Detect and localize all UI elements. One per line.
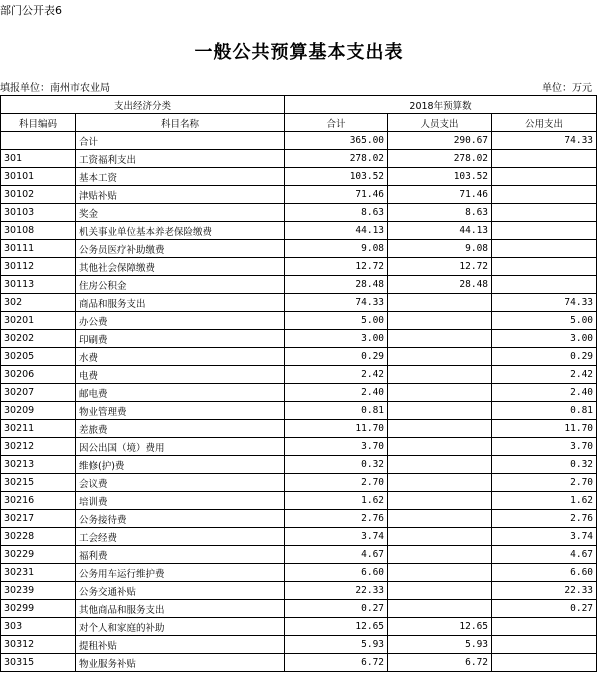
cell-public: 2.42 xyxy=(492,366,597,384)
table-row xyxy=(1,402,597,420)
cell-name: 物业服务补贴 xyxy=(76,654,285,672)
cell-name: 物业管理费 xyxy=(76,402,285,420)
cell-name: 电费 xyxy=(76,366,285,384)
cell-code: 30228 xyxy=(1,528,76,546)
cell-public xyxy=(492,240,597,258)
cell-personnel xyxy=(388,348,492,366)
group-header-row xyxy=(1,96,597,114)
column-header-public: 公用支出 xyxy=(492,114,597,132)
cell-personnel: 71.46 xyxy=(388,186,492,204)
cell-total: 278.02 xyxy=(285,150,388,168)
cell-name: 对个人和家庭的补助 xyxy=(76,618,285,636)
cell-name: 公务交通补贴 xyxy=(76,582,285,600)
cell-name: 印刷费 xyxy=(76,330,285,348)
cell-public: 4.67 xyxy=(492,546,597,564)
cell-personnel xyxy=(388,492,492,510)
cell-total: 365.00 xyxy=(285,132,388,150)
cell-total: 0.29 xyxy=(285,348,388,366)
table-row xyxy=(1,456,597,474)
table-row xyxy=(1,294,597,312)
currency-unit: 单位：万元 xyxy=(542,83,592,94)
table-row xyxy=(1,366,597,384)
cell-name: 培训费 xyxy=(76,492,285,510)
cell-personnel xyxy=(388,456,492,474)
cell-total: 71.46 xyxy=(285,186,388,204)
cell-code: 30299 xyxy=(1,600,76,618)
cell-code: 30312 xyxy=(1,636,76,654)
cell-total: 3.74 xyxy=(285,528,388,546)
cell-personnel xyxy=(388,438,492,456)
table-row xyxy=(1,510,597,528)
cell-personnel: 44.13 xyxy=(388,222,492,240)
cell-name: 机关事业单位基本养老保险缴费 xyxy=(76,222,285,240)
cell-name: 差旅费 xyxy=(76,420,285,438)
cell-code: 30206 xyxy=(1,366,76,384)
cell-name: 公务用车运行维护费 xyxy=(76,564,285,582)
cell-personnel xyxy=(388,420,492,438)
cell-code: 30217 xyxy=(1,510,76,528)
cell-personnel: 28.48 xyxy=(388,276,492,294)
category-group-header: 支出经济分类 xyxy=(1,96,285,114)
cell-public xyxy=(492,258,597,276)
table-row xyxy=(1,186,597,204)
cell-public: 74.33 xyxy=(492,132,597,150)
cell-public: 11.70 xyxy=(492,420,597,438)
cell-total: 11.70 xyxy=(285,420,388,438)
cell-personnel xyxy=(388,600,492,618)
cell-code: 30209 xyxy=(1,402,76,420)
column-header-personnel: 人员支出 xyxy=(388,114,492,132)
table-row xyxy=(1,528,597,546)
document-label: 部门公开表6 xyxy=(0,4,62,17)
cell-code: 30239 xyxy=(1,582,76,600)
cell-code: 30113 xyxy=(1,276,76,294)
cell-total: 12.72 xyxy=(285,258,388,276)
cell-code: 30231 xyxy=(1,564,76,582)
cell-code: 30201 xyxy=(1,312,76,330)
cell-personnel xyxy=(388,294,492,312)
cell-personnel: 12.65 xyxy=(388,618,492,636)
cell-public: 2.40 xyxy=(492,384,597,402)
column-header-code: 科目编码 xyxy=(1,114,76,132)
cell-total: 3.70 xyxy=(285,438,388,456)
cell-personnel: 5.93 xyxy=(388,636,492,654)
cell-public: 0.32 xyxy=(492,456,597,474)
column-header-row xyxy=(1,114,597,132)
cell-name: 其他商品和服务支出 xyxy=(76,600,285,618)
cell-code: 30207 xyxy=(1,384,76,402)
cell-code: 302 xyxy=(1,294,76,312)
cell-name: 因公出国（境）费用 xyxy=(76,438,285,456)
cell-public xyxy=(492,204,597,222)
cell-total: 103.52 xyxy=(285,168,388,186)
cell-public xyxy=(492,636,597,654)
cell-personnel: 9.08 xyxy=(388,240,492,258)
cell-total: 0.32 xyxy=(285,456,388,474)
cell-personnel xyxy=(388,312,492,330)
table-row xyxy=(1,474,597,492)
table-row xyxy=(1,438,597,456)
table-row xyxy=(1,564,597,582)
cell-personnel xyxy=(388,366,492,384)
cell-personnel: 8.63 xyxy=(388,204,492,222)
table-row xyxy=(1,348,597,366)
cell-public: 3.74 xyxy=(492,528,597,546)
cell-total: 74.33 xyxy=(285,294,388,312)
cell-name: 福利费 xyxy=(76,546,285,564)
table-row xyxy=(1,312,597,330)
cell-name: 邮电费 xyxy=(76,384,285,402)
cell-code: 301 xyxy=(1,150,76,168)
cell-public: 2.76 xyxy=(492,510,597,528)
cell-code: 30108 xyxy=(1,222,76,240)
cell-code: 30111 xyxy=(1,240,76,258)
cell-code: 30205 xyxy=(1,348,76,366)
cell-code xyxy=(1,132,76,150)
cell-public: 0.81 xyxy=(492,402,597,420)
budget-table xyxy=(0,95,597,672)
cell-total: 6.72 xyxy=(285,654,388,672)
table-row xyxy=(1,618,597,636)
cell-personnel xyxy=(388,582,492,600)
cell-personnel xyxy=(388,474,492,492)
cell-code: 30215 xyxy=(1,474,76,492)
cell-code: 30212 xyxy=(1,438,76,456)
cell-code: 30315 xyxy=(1,654,76,672)
cell-total: 44.13 xyxy=(285,222,388,240)
cell-personnel: 278.02 xyxy=(388,150,492,168)
cell-public xyxy=(492,276,597,294)
cell-code: 30211 xyxy=(1,420,76,438)
table-row xyxy=(1,276,597,294)
cell-total: 4.67 xyxy=(285,546,388,564)
cell-code: 30202 xyxy=(1,330,76,348)
cell-name: 办公费 xyxy=(76,312,285,330)
table-row xyxy=(1,150,597,168)
cell-public: 74.33 xyxy=(492,294,597,312)
column-header-total: 合计 xyxy=(285,114,388,132)
cell-personnel xyxy=(388,510,492,528)
cell-public xyxy=(492,168,597,186)
cell-name: 基本工资 xyxy=(76,168,285,186)
cell-public xyxy=(492,618,597,636)
page-title: 一般公共预算基本支出表 xyxy=(194,42,404,63)
cell-public: 3.70 xyxy=(492,438,597,456)
cell-public: 22.33 xyxy=(492,582,597,600)
table-row xyxy=(1,258,597,276)
cell-personnel xyxy=(388,384,492,402)
cell-personnel xyxy=(388,564,492,582)
cell-total: 0.27 xyxy=(285,600,388,618)
table-row xyxy=(1,582,597,600)
cell-name: 合计 xyxy=(76,132,285,150)
cell-total: 2.70 xyxy=(285,474,388,492)
cell-public: 0.27 xyxy=(492,600,597,618)
cell-personnel xyxy=(388,330,492,348)
cell-personnel xyxy=(388,546,492,564)
cell-public: 2.70 xyxy=(492,474,597,492)
table-row xyxy=(1,420,597,438)
cell-name: 维修(护)费 xyxy=(76,456,285,474)
cell-name: 奖金 xyxy=(76,204,285,222)
cell-total: 5.00 xyxy=(285,312,388,330)
cell-name: 公务员医疗补助缴费 xyxy=(76,240,285,258)
reporting-unit: 填报单位：南州市农业局 xyxy=(0,83,110,94)
cell-code: 303 xyxy=(1,618,76,636)
budget-group-header: 2018年预算数 xyxy=(285,96,597,114)
cell-total: 6.60 xyxy=(285,564,388,582)
cell-personnel: 103.52 xyxy=(388,168,492,186)
cell-name: 公务接待费 xyxy=(76,510,285,528)
table-row xyxy=(1,132,597,150)
cell-total: 8.63 xyxy=(285,204,388,222)
table-body xyxy=(1,132,597,672)
cell-total: 2.76 xyxy=(285,510,388,528)
cell-total: 2.40 xyxy=(285,384,388,402)
cell-personnel: 12.72 xyxy=(388,258,492,276)
table-row xyxy=(1,222,597,240)
cell-total: 3.00 xyxy=(285,330,388,348)
cell-total: 12.65 xyxy=(285,618,388,636)
table-row xyxy=(1,600,597,618)
table-row xyxy=(1,204,597,222)
cell-total: 9.08 xyxy=(285,240,388,258)
cell-personnel: 6.72 xyxy=(388,654,492,672)
cell-personnel xyxy=(388,528,492,546)
table-row xyxy=(1,168,597,186)
cell-code: 30103 xyxy=(1,204,76,222)
cell-public xyxy=(492,654,597,672)
cell-public: 6.60 xyxy=(492,564,597,582)
cell-public xyxy=(492,150,597,168)
cell-personnel xyxy=(388,402,492,420)
cell-public: 3.00 xyxy=(492,330,597,348)
cell-name: 工会经费 xyxy=(76,528,285,546)
column-header-name: 科目名称 xyxy=(76,114,285,132)
cell-name: 住房公积金 xyxy=(76,276,285,294)
table-row xyxy=(1,384,597,402)
cell-total: 28.48 xyxy=(285,276,388,294)
table-row xyxy=(1,492,597,510)
cell-name: 会议费 xyxy=(76,474,285,492)
cell-code: 30101 xyxy=(1,168,76,186)
cell-public: 5.00 xyxy=(492,312,597,330)
cell-public xyxy=(492,222,597,240)
cell-public xyxy=(492,186,597,204)
cell-code: 30213 xyxy=(1,456,76,474)
cell-code: 30216 xyxy=(1,492,76,510)
table-row xyxy=(1,636,597,654)
cell-code: 30229 xyxy=(1,546,76,564)
table-row xyxy=(1,654,597,672)
cell-total: 2.42 xyxy=(285,366,388,384)
cell-name: 工资福利支出 xyxy=(76,150,285,168)
cell-public: 0.29 xyxy=(492,348,597,366)
table-row xyxy=(1,546,597,564)
cell-name: 水费 xyxy=(76,348,285,366)
cell-total: 0.81 xyxy=(285,402,388,420)
cell-name: 提租补贴 xyxy=(76,636,285,654)
cell-total: 1.62 xyxy=(285,492,388,510)
cell-public: 1.62 xyxy=(492,492,597,510)
cell-name: 商品和服务支出 xyxy=(76,294,285,312)
cell-name: 其他社会保障缴费 xyxy=(76,258,285,276)
table-row xyxy=(1,240,597,258)
cell-code: 30112 xyxy=(1,258,76,276)
cell-personnel: 290.67 xyxy=(388,132,492,150)
cell-code: 30102 xyxy=(1,186,76,204)
cell-name: 津贴补贴 xyxy=(76,186,285,204)
cell-total: 22.33 xyxy=(285,582,388,600)
table-row xyxy=(1,330,597,348)
cell-total: 5.93 xyxy=(285,636,388,654)
